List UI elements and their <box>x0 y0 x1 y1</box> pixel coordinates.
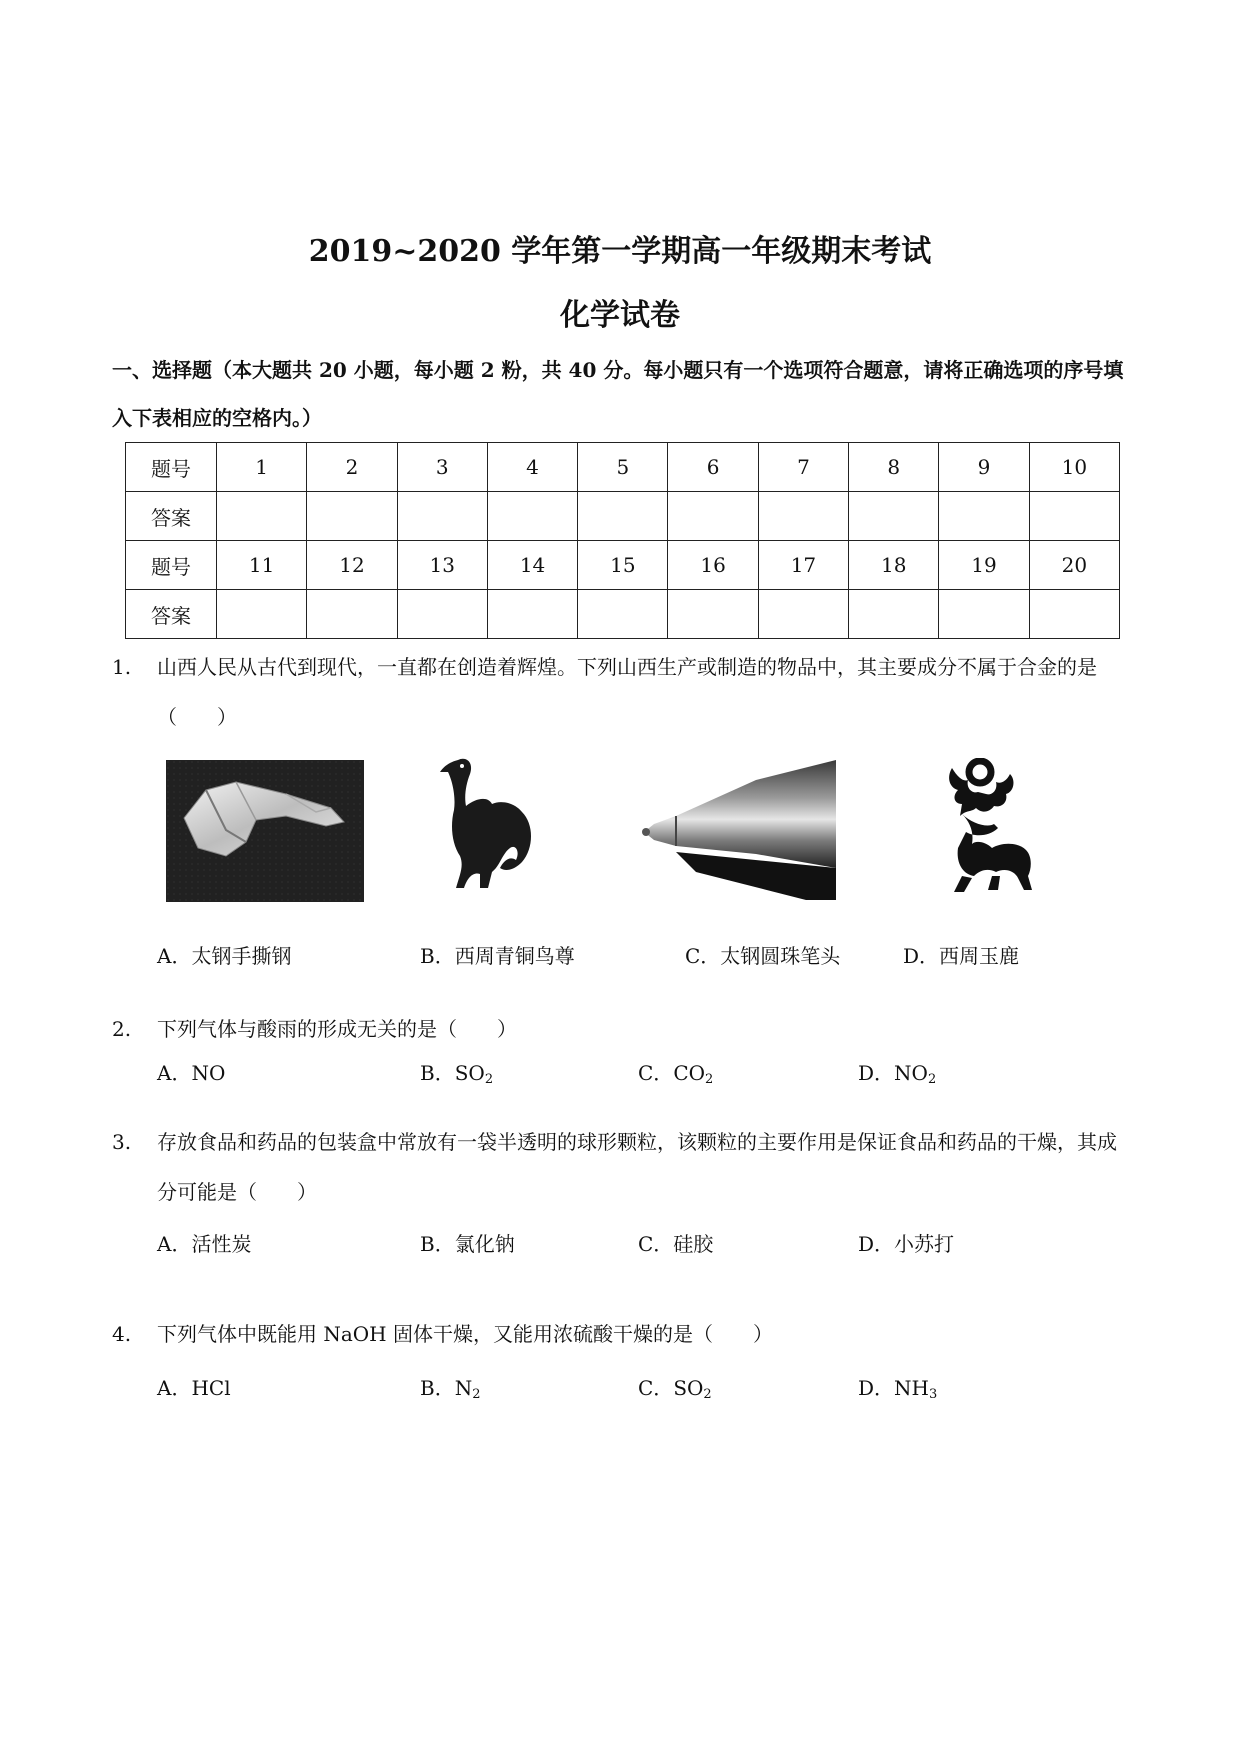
option-a: A．活性炭 <box>157 1232 252 1256</box>
number-cell: 8 <box>849 443 939 492</box>
option-c: C．$SO_2$ <box>638 1376 712 1402</box>
option-b: B．西周青铜鸟尊 <box>420 944 575 968</box>
answer-table <box>125 442 1120 639</box>
option-b: B．氯化钠 <box>420 1232 515 1256</box>
number-cell: 9 <box>939 443 1029 492</box>
exam-subtitle: 化学试卷 <box>560 298 680 333</box>
option-b: B．$N_2$ <box>420 1376 481 1402</box>
answer-cell[interactable] <box>758 492 848 541</box>
number-cell: 6 <box>668 443 758 492</box>
row-label-answer: 答案 <box>126 590 217 639</box>
table-row <box>126 590 1120 639</box>
question-number: 2. <box>112 1017 132 1041</box>
number-cell: 5 <box>578 443 668 492</box>
answer-cell[interactable] <box>758 590 848 639</box>
question-text: 山西人民从古代到现代，一直都在创造着辉煌。下列山西生产或制造的物品中，其主要成分不属于合金的是（ ） <box>157 655 1097 729</box>
number-cell: 16 <box>668 541 758 590</box>
number-cell: 1 <box>217 443 307 492</box>
answer-cell[interactable] <box>849 492 939 541</box>
answer-cell[interactable] <box>487 590 577 639</box>
number-cell: 2 <box>307 443 397 492</box>
number-cell: 18 <box>849 541 939 590</box>
number-cell: 15 <box>578 541 668 590</box>
question-text: 存放食品和药品的包装盒中常放有一袋半透明的球形颗粒，该颗粒的主要作用是保证食品和药品的干燥，其成分可能是（ ） <box>157 1130 1117 1204</box>
number-cell: 13 <box>397 541 487 590</box>
option-c: C．硅胶 <box>638 1232 714 1256</box>
answer-cell[interactable] <box>487 492 577 541</box>
number-cell: 3 <box>397 443 487 492</box>
answer-cell[interactable] <box>939 590 1029 639</box>
number-cell: 14 <box>487 541 577 590</box>
number-cell: 12 <box>307 541 397 590</box>
bronze-bird-vessel-photo <box>430 752 550 902</box>
number-cell: 20 <box>1029 541 1119 590</box>
number-cell: 7 <box>758 443 848 492</box>
answer-cell[interactable] <box>668 492 758 541</box>
row-label-number: 题号 <box>126 443 217 492</box>
table-row <box>126 541 1120 590</box>
answer-cell[interactable] <box>307 492 397 541</box>
option-a: A．NO <box>157 1061 226 1085</box>
question-text: 下列气体中既能用 NaOH 固体干燥，又能用浓硫酸干燥的是（ ） <box>157 1322 773 1346</box>
option-d: D．小苏打 <box>858 1232 955 1256</box>
answer-cell[interactable] <box>668 590 758 639</box>
option-d: D．$NH_3$ <box>858 1376 938 1402</box>
number-cell: 10 <box>1029 443 1119 492</box>
number-cell: 11 <box>217 541 307 590</box>
option-b: B．$SO_2$ <box>420 1061 494 1087</box>
answer-cell[interactable] <box>217 492 307 541</box>
number-cell: 19 <box>939 541 1029 590</box>
option-a: A．太钢手撕钢 <box>157 944 292 968</box>
option-d: D．$NO_2$ <box>858 1061 937 1087</box>
answer-cell[interactable] <box>1029 492 1119 541</box>
pen-tip-photo <box>636 760 836 900</box>
number-cell: 17 <box>758 541 848 590</box>
answer-cell[interactable] <box>217 590 307 639</box>
option-c: C．太钢圆珠笔头 <box>685 944 841 968</box>
answer-cell[interactable] <box>578 590 668 639</box>
answer-cell[interactable] <box>397 492 487 541</box>
answer-cell[interactable] <box>939 492 1029 541</box>
torn-steel-foil-photo <box>166 760 364 902</box>
table-row <box>126 443 1120 492</box>
option-c: C．$CO_2$ <box>638 1061 714 1087</box>
row-label-number: 题号 <box>126 541 217 590</box>
number-cell: 4 <box>487 443 577 492</box>
answer-cell[interactable] <box>397 590 487 639</box>
answer-cell[interactable] <box>849 590 939 639</box>
answer-cell[interactable] <box>578 492 668 541</box>
question-number: 1. <box>112 655 132 679</box>
question-number: 3. <box>112 1130 132 1154</box>
question-text: 下列气体与酸雨的形成无关的是（ ） <box>157 1017 517 1041</box>
option-d: D．西周玉鹿 <box>903 944 1020 968</box>
exam-title: 2019~2020 学年第一学期高一年级期末考试 <box>308 234 932 269</box>
answer-cell[interactable] <box>307 590 397 639</box>
answer-cell[interactable] <box>1029 590 1119 639</box>
row-label-answer: 答案 <box>126 492 217 541</box>
option-a: A．HCl <box>157 1376 231 1400</box>
table-row <box>126 492 1120 541</box>
jade-deer-photo <box>932 758 1042 904</box>
section-instructions: 一、选择题（本大题共 20 小题，每小题 2 粉，共 40 分。每小题只有一个选项符合题意，请将正确选项的序号填入下表相应的空格内。） <box>112 358 1124 430</box>
question-number: 4. <box>112 1322 132 1346</box>
